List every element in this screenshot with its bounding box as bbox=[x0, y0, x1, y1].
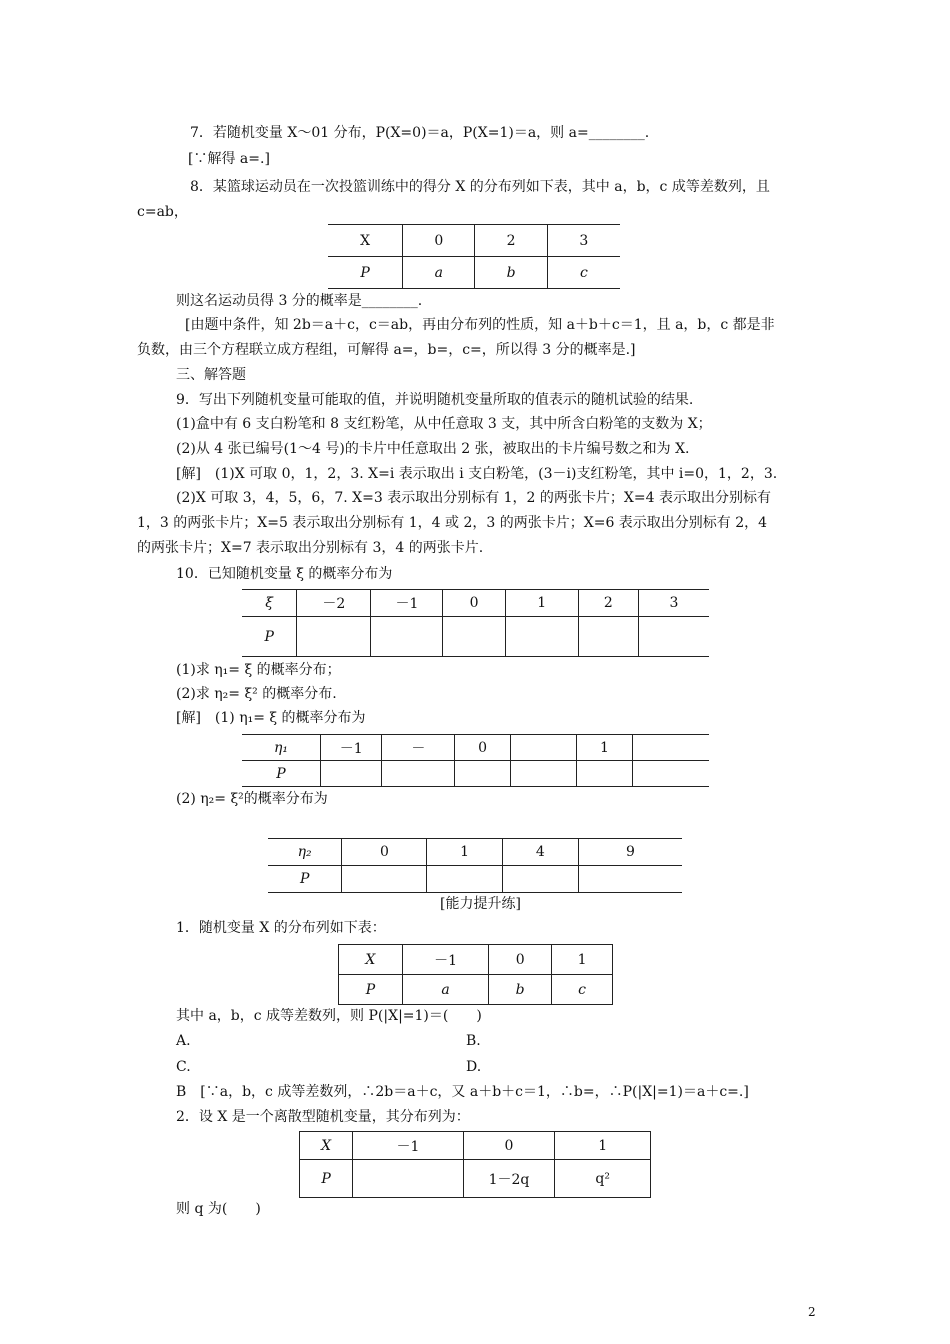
cell bbox=[579, 866, 683, 893]
q9-solution: 1，3 的两张卡片；X=5 表示取出分别标有 1，4 或 2，3 的两张卡片；X=6 表示取出分别标有 2，4 bbox=[137, 515, 768, 531]
cell bbox=[443, 617, 505, 657]
cell: c bbox=[552, 975, 613, 1005]
q9-part1: (1)盒中有 6 支白粉笔和 8 支红粉笔，从中任意取 3 支，其中所含白粉笔的支数为 X； bbox=[176, 416, 712, 432]
cell: 1 bbox=[576, 735, 632, 761]
cell: 0 bbox=[489, 945, 552, 975]
q8-text: 8．某篮球运动员在一次投篮训练中的得分 X 的分布列如下表，其中 a，b，c 成等差数列，且 bbox=[190, 179, 770, 195]
cell bbox=[342, 866, 427, 893]
q10-solution: [解] (1) η₁= ξ 的概率分布为 bbox=[176, 710, 366, 726]
cell: P bbox=[242, 617, 297, 657]
a2-table bbox=[299, 1131, 651, 1198]
section-heading: 三、解答题 bbox=[176, 367, 246, 383]
cell: 4 bbox=[502, 839, 578, 866]
cell: b bbox=[489, 975, 552, 1005]
cell: P bbox=[268, 866, 342, 893]
cell bbox=[455, 761, 510, 787]
q7-text: 7．若随机变量 X～01 分布，P(X=0)＝a，P(X=1)＝a，则 a=________. bbox=[190, 125, 650, 141]
q8-table bbox=[328, 224, 620, 289]
cell: 0 bbox=[403, 225, 475, 257]
cell: 1－2q bbox=[463, 1160, 555, 1198]
cell: X bbox=[300, 1132, 353, 1160]
q10-table bbox=[242, 589, 709, 657]
cell bbox=[382, 761, 455, 787]
q8-question: 则这名运动员得 3 分的概率是________. bbox=[176, 293, 423, 309]
a2-question: 则 q 为( ) bbox=[176, 1201, 261, 1217]
cell: 0 bbox=[443, 590, 505, 617]
cell bbox=[638, 617, 709, 657]
cell: 1 bbox=[427, 839, 502, 866]
option-a: A. bbox=[176, 1033, 191, 1049]
cell: η₁ bbox=[242, 735, 321, 761]
cell: 1 bbox=[555, 1132, 651, 1160]
q9-text: 9．写出下列随机变量可能取的值，并说明随机变量所取的值表示的随机试验的结果. bbox=[176, 392, 694, 408]
cell bbox=[510, 735, 576, 761]
cell: 2 bbox=[578, 590, 638, 617]
cell: －1 bbox=[402, 945, 488, 975]
q10-eta2-table bbox=[268, 838, 682, 893]
q10-part2: (2)求 η₂= ξ² 的概率分布. bbox=[176, 686, 337, 702]
cell: 1 bbox=[505, 590, 578, 617]
q9-solution: 的两张卡片；X=7 表示取出分别标有 3，4 的两张卡片. bbox=[137, 540, 484, 556]
a2-text: 2．设 X 是一个离散型随机变量，其分布列为： bbox=[176, 1109, 470, 1125]
cell: X bbox=[339, 945, 403, 975]
cell: －1 bbox=[371, 590, 443, 617]
ability-heading: [能力提升练] bbox=[440, 896, 521, 912]
cell bbox=[633, 735, 709, 761]
cell: 0 bbox=[463, 1132, 555, 1160]
cell: c bbox=[547, 257, 620, 289]
cell: η₂ bbox=[268, 839, 342, 866]
q10-part1: (1)求 η₁= ξ 的概率分布； bbox=[176, 662, 341, 678]
cell bbox=[321, 761, 382, 787]
q9-solution: (2)X 可取 3，4，5，6，7. X=3 表示取出分别标有 1，2 的两张卡片；X=4 表示取出分别标有 bbox=[176, 490, 771, 506]
cell: 2 bbox=[475, 225, 547, 257]
q10-eta1-table bbox=[242, 734, 709, 787]
q10-text: 10．已知随机变量 ξ 的概率分布为 bbox=[176, 566, 393, 582]
cell bbox=[505, 617, 578, 657]
cell: 1 bbox=[552, 945, 613, 975]
cell: P bbox=[242, 761, 321, 787]
cell bbox=[576, 761, 632, 787]
a1-table bbox=[338, 944, 613, 1005]
cell bbox=[578, 617, 638, 657]
cell: ξ bbox=[242, 590, 297, 617]
cell: P bbox=[339, 975, 403, 1005]
cell bbox=[427, 866, 502, 893]
q8-answer-cont: 负数，由三个方程联立成方程组，可解得 a=，b=，c=，所以得 3 分的概率是.] bbox=[137, 342, 636, 358]
cell: X bbox=[328, 225, 403, 257]
cell: 0 bbox=[342, 839, 427, 866]
q9-solution: [解] (1)X 可取 0，1，2，3. X=i 表示取出 i 支白粉笔，(3－i)支红粉笔，其中 i=0，1，2，3. bbox=[176, 466, 778, 482]
cell bbox=[297, 617, 371, 657]
cell: b bbox=[475, 257, 547, 289]
option-b: B. bbox=[466, 1033, 481, 1049]
cell: 3 bbox=[638, 590, 709, 617]
cell: q² bbox=[555, 1160, 651, 1198]
q8-answer: [由题中条件，知 2b＝a＋c，c＝ab，再由分布列的性质，知 a＋b＋c＝1，且 a，b，c 都是非 bbox=[185, 317, 775, 333]
q7-answer: [∵解得 a=.] bbox=[188, 151, 270, 167]
cell: －2 bbox=[297, 590, 371, 617]
cell: －1 bbox=[353, 1132, 463, 1160]
cell: a bbox=[403, 257, 475, 289]
cell bbox=[633, 761, 709, 787]
cell: － bbox=[382, 735, 455, 761]
cell: －1 bbox=[321, 735, 382, 761]
q10-solution-2: (2) η₂= ξ²的概率分布为 bbox=[176, 791, 328, 807]
cell: 0 bbox=[455, 735, 510, 761]
a1-text: 1．随机变量 X 的分布列如下表： bbox=[176, 920, 386, 936]
cell: 3 bbox=[547, 225, 620, 257]
cell bbox=[502, 866, 578, 893]
q9-part2: (2)从 4 张已编号(1～4 号)的卡片中任意取出 2 张，被取出的卡片编号数之和为 X. bbox=[176, 441, 690, 457]
a1-answer: B [∵a，b，c 成等差数列，∴2b＝a＋c，又 a＋b＋c＝1，∴b=，∴P(|X|=1)＝a＋c=.] bbox=[176, 1084, 749, 1100]
cell bbox=[353, 1160, 463, 1198]
option-d: D. bbox=[466, 1059, 482, 1075]
cell bbox=[510, 761, 576, 787]
page-number: 2 bbox=[808, 1305, 816, 1319]
cell: P bbox=[300, 1160, 353, 1198]
cell: P bbox=[328, 257, 403, 289]
option-c: C. bbox=[176, 1059, 191, 1075]
cell bbox=[371, 617, 443, 657]
cell: a bbox=[402, 975, 488, 1005]
a1-question: 其中 a，b，c 成等差数列，则 P(|X|=1)＝( ) bbox=[176, 1008, 482, 1024]
q8-text-cont: c=ab， bbox=[137, 204, 188, 220]
cell: 9 bbox=[579, 839, 683, 866]
